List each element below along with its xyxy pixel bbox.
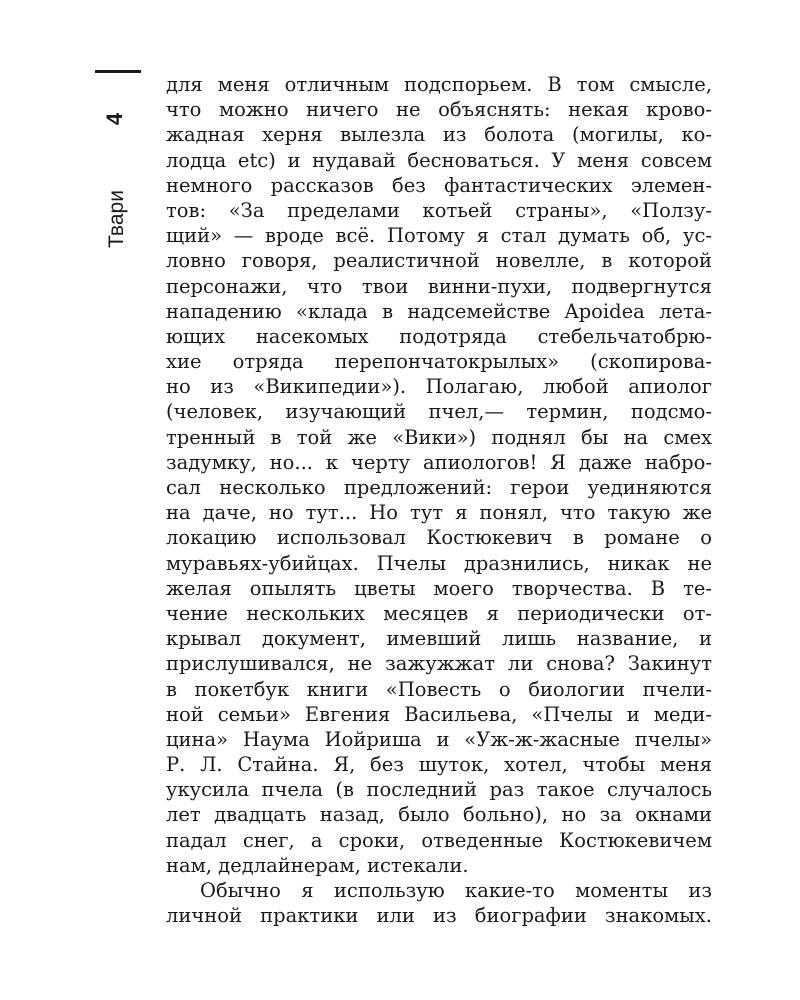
text-line: цина» Наума Иойриша и «Уж-ж-жасные пчелы» [166,727,712,751]
text-line: жадная херня вылезла из болота (могилы, ко- [166,123,712,147]
text-line: (человек, изучающий пчел,— термин, подсмо- [166,400,712,424]
text-line: тов: «За пределами котьей страны», «Ползу- [166,198,712,222]
text-line: персонажи, что твои винни-пухи, подвергнутся [166,274,712,298]
text-line: личной практики или из биографии знакомых. [166,904,712,928]
text-line: желая опылять цветы моего творчества. В те- [166,576,712,600]
text-line: укусила пчела (в последний раз такое случалось [166,778,712,802]
text-line: щий» — вроде всё. Потому я стал думать об, ус- [166,224,712,248]
text-line: ющих насекомых подотряда стебельчатобрю- [166,324,712,348]
text-line: немного рассказов без фантастических элемен- [166,173,712,197]
text-line: что можно ничего не объяснять: некая крово- [166,98,712,122]
text-line: задумку, но... к черту апиологов! Я даже набро- [166,450,712,474]
text-block [166,72,712,928]
text-line: локацию использовал Костюкевич в романе о [166,526,712,550]
text-line: тренный в той же «Вики») поднял бы на смех [166,425,712,449]
text-line: Р. Л. Стайна. Я, без шуток, хотел, чтобы меня [166,753,712,777]
text-line: для меня отличным подспорьем. В том смысле, [166,73,712,96]
text-line: муравьях-убийцах. Пчелы дразнились, никак не [166,551,712,575]
running-head: Твари [105,190,128,248]
text-line: лет двадцать назад, было больно), но за окнами [166,803,712,827]
text-line: падал снег, а сроки, отведенные Костюкевичем [166,828,712,852]
text-line: лодца etc) и нудавай беснoваться. У меня совсем [166,148,712,172]
text-line: нам, дедлайнерам, истекали. [166,853,469,877]
paragraph-first-line: Обычно я использую какие-то моменты из [200,879,712,902]
text-line: чение нескольких месяцев я периодически от- [166,601,712,625]
text-line: ной семьи» Евгения Васильева, «Пчелы и меди- [166,702,712,726]
top-rule [95,70,141,73]
page-number: 4 [102,112,127,126]
text-line: ловно говоря, реалистичной новелле, в которой [166,249,712,273]
text-line: хие отряда перепончатокрылых» (скопирова- [166,350,712,374]
text-line: сал несколько предложений: герои уединяются [166,476,712,499]
text-line: прислушивался, не зажужжат ли снова? Закинут [166,652,712,676]
text-line: нападению «клада в надсемействе Apoidea лета- [166,299,712,323]
text-line: на даче, но тут... Но тут я понял, что такую же [166,501,712,525]
text-line: крывал документ, имевший лишь название, и [166,627,712,651]
text-line: но из «Википедии»). Полагаю, любой апиолог [166,375,712,399]
text-line: в покетбук книги «Повесть о биологии пчели- [166,677,712,701]
